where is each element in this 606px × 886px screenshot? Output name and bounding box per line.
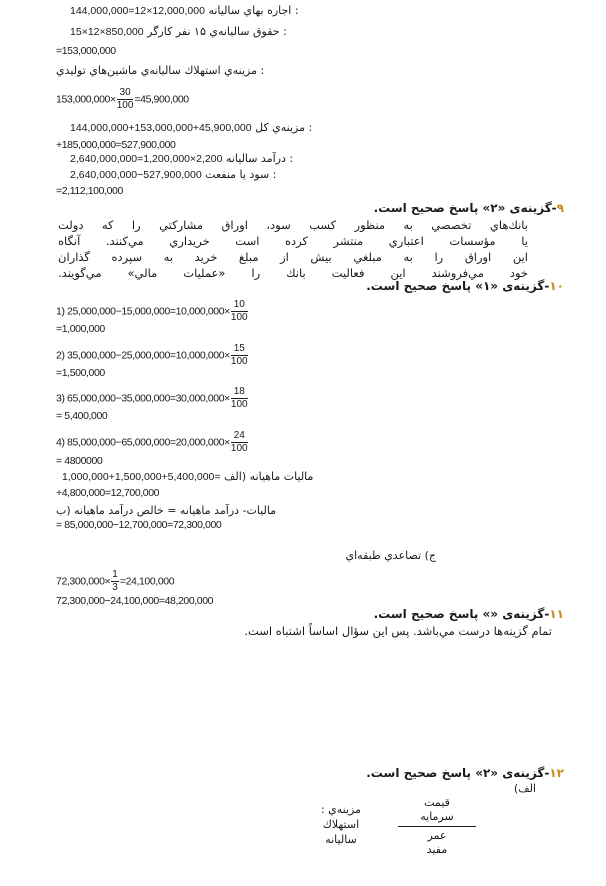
q10-step-1-result: =1,000,000 (56, 323, 105, 335)
q9-line-3: اين اوراق را به مبلغي بيش از مبلغ خريد به سپرده گذاران (58, 250, 528, 264)
rent-label: : اجاره بهاي ساليانه (208, 4, 299, 17)
q12-left-l2: استهلاك (322, 818, 360, 831)
profit-formula: 2,640,000,000−527,900,000 (70, 169, 202, 181)
depreciation-fraction: $\frac{30}{100}$ (116, 87, 134, 111)
q10-alef-result: +4,800,000=12,700,000 (56, 487, 160, 499)
q10-step-3: 3) 65,000,000−35,000,000=30,000,000× $\frac{18}{100}$ (56, 386, 248, 410)
q10-heading: ۱۰-گزينه‌ی «۱» پاسخ صحيح است. (366, 279, 564, 293)
rent-line (56, 4, 299, 18)
q10-step-4: 4) 85,000,000−65,000,000=20,000,000× $\frac{24}{100}$ (56, 430, 248, 454)
q12-numerator-l2: سرمايه (420, 810, 454, 823)
q10-step-3-result: = 5,400,000 (56, 410, 108, 422)
wage-line (56, 25, 287, 39)
wage-formula: 850,000×12×15 (70, 26, 144, 38)
depreciation-label: : مزينه‌ي استهلاك ساليانه‌ي ماشين‌هاي توليدي (56, 64, 265, 77)
q10-jim-text: ج) تصاعدي طبقه‌اي (345, 549, 436, 562)
q10-step-4-result: = 4800000 (56, 455, 103, 467)
q10-alef-line (56, 470, 313, 484)
rent-formula: 12,000,000×12=144,000,000 (70, 5, 205, 17)
depreciation-formula: 153,000,000× $\frac{30}{100}$ =45,900,000 (56, 87, 189, 111)
profit-line (56, 168, 276, 182)
total-line (56, 121, 312, 135)
q9-number: ۹ (556, 201, 564, 215)
q12-denominator-l1: عمر (427, 829, 447, 842)
q10-alef-text: ماليات ماهيانه (الف (224, 470, 314, 483)
q12-number: ۱۲ (549, 766, 564, 780)
q11-number: ۱۱ (549, 607, 564, 621)
q12-numerator-l1: قيمت (424, 796, 450, 809)
q12-fraction (398, 796, 476, 857)
q12-left-l3: ساليانه (325, 833, 357, 846)
q11-heading: ۱۱-گزينه‌ی «» پاسخ صحيح است. (373, 607, 564, 621)
wage-result: =153,000,000 (56, 45, 116, 57)
q9-line-1: بانك‌هاي تخصصي به منظور كسب سود، اوراق مشاركتي را كه دولت (58, 218, 528, 232)
q12-heading: ۱۲-گزينه‌ی «۲» پاسخ صحيح است. (366, 766, 564, 780)
q10-number: ۱۰ (549, 279, 564, 293)
profit-result: =2,112,100,000 (56, 185, 123, 197)
q12-left-l1: : مزينه‌ي (320, 803, 362, 816)
q10-be-text: ماليات- درآمد ماهيانه = خالص درآمد ماهيانه (ب (56, 504, 277, 517)
total-formula: 144,000,000+153,000,000+45,900,000 (70, 122, 252, 134)
q10-alef-formula: =1,000,000+1,500,000+5,400,000 (62, 471, 221, 483)
total-result: +185,000,000=527,900,000 (56, 139, 176, 151)
q12-fraction-bar (398, 826, 476, 827)
q9-heading: ۹-گزينه‌ی «۲» پاسخ صحيح است. (373, 201, 564, 215)
revenue-line (56, 152, 293, 166)
q9-line-2: يا مؤسسات اعتباري منتشر كرده است خريداري مي‌كنند. آنگاه (58, 234, 528, 248)
q12-denominator-l2: مفيد (426, 843, 448, 856)
q12-left-label (308, 802, 374, 847)
total-label: : مزينه‌ي كل (255, 121, 313, 134)
q10-step-2: 2) 35,000,000−25,000,000=10,000,000× $\frac{15}{100}$ (56, 343, 248, 367)
q10-jim-formula: 72,300,000× $\frac{1}{3}$ =24,100,000 (56, 569, 175, 593)
q11-line: تمام گزينه‌ها درست مي‌باشد. پس اين سؤال اساساً اشتباه است. (244, 624, 552, 638)
q9-line-4: خود مي‌فروشند اين فعاليت بانك را «عمليات مالي» مي‌گويند. (58, 266, 528, 280)
q9-paragraph (58, 217, 528, 281)
q10-step-1: 1) 25,000,000−15,000,000=10,000,000× $\frac{10}{100}$ (56, 299, 248, 323)
revenue-label: : درآمد ساليانه (225, 152, 294, 165)
revenue-formula: 2,200×1,200,000=2,640,000,000 (70, 153, 223, 165)
q12-part-label: الف) (513, 782, 536, 795)
q10-jim-result: 72,300,000−24,100,000=48,200,000 (56, 595, 214, 607)
q10-be-result: = 85,000,000−12,700,000=72,300,000 (56, 519, 222, 531)
wage-label: : حقوق ساليانه‌ي ۱۵ نفر كارگر (147, 25, 287, 38)
profit-label: : سود يا منفعت (205, 168, 277, 181)
q10-step-2-result: =1,500,000 (56, 367, 105, 379)
